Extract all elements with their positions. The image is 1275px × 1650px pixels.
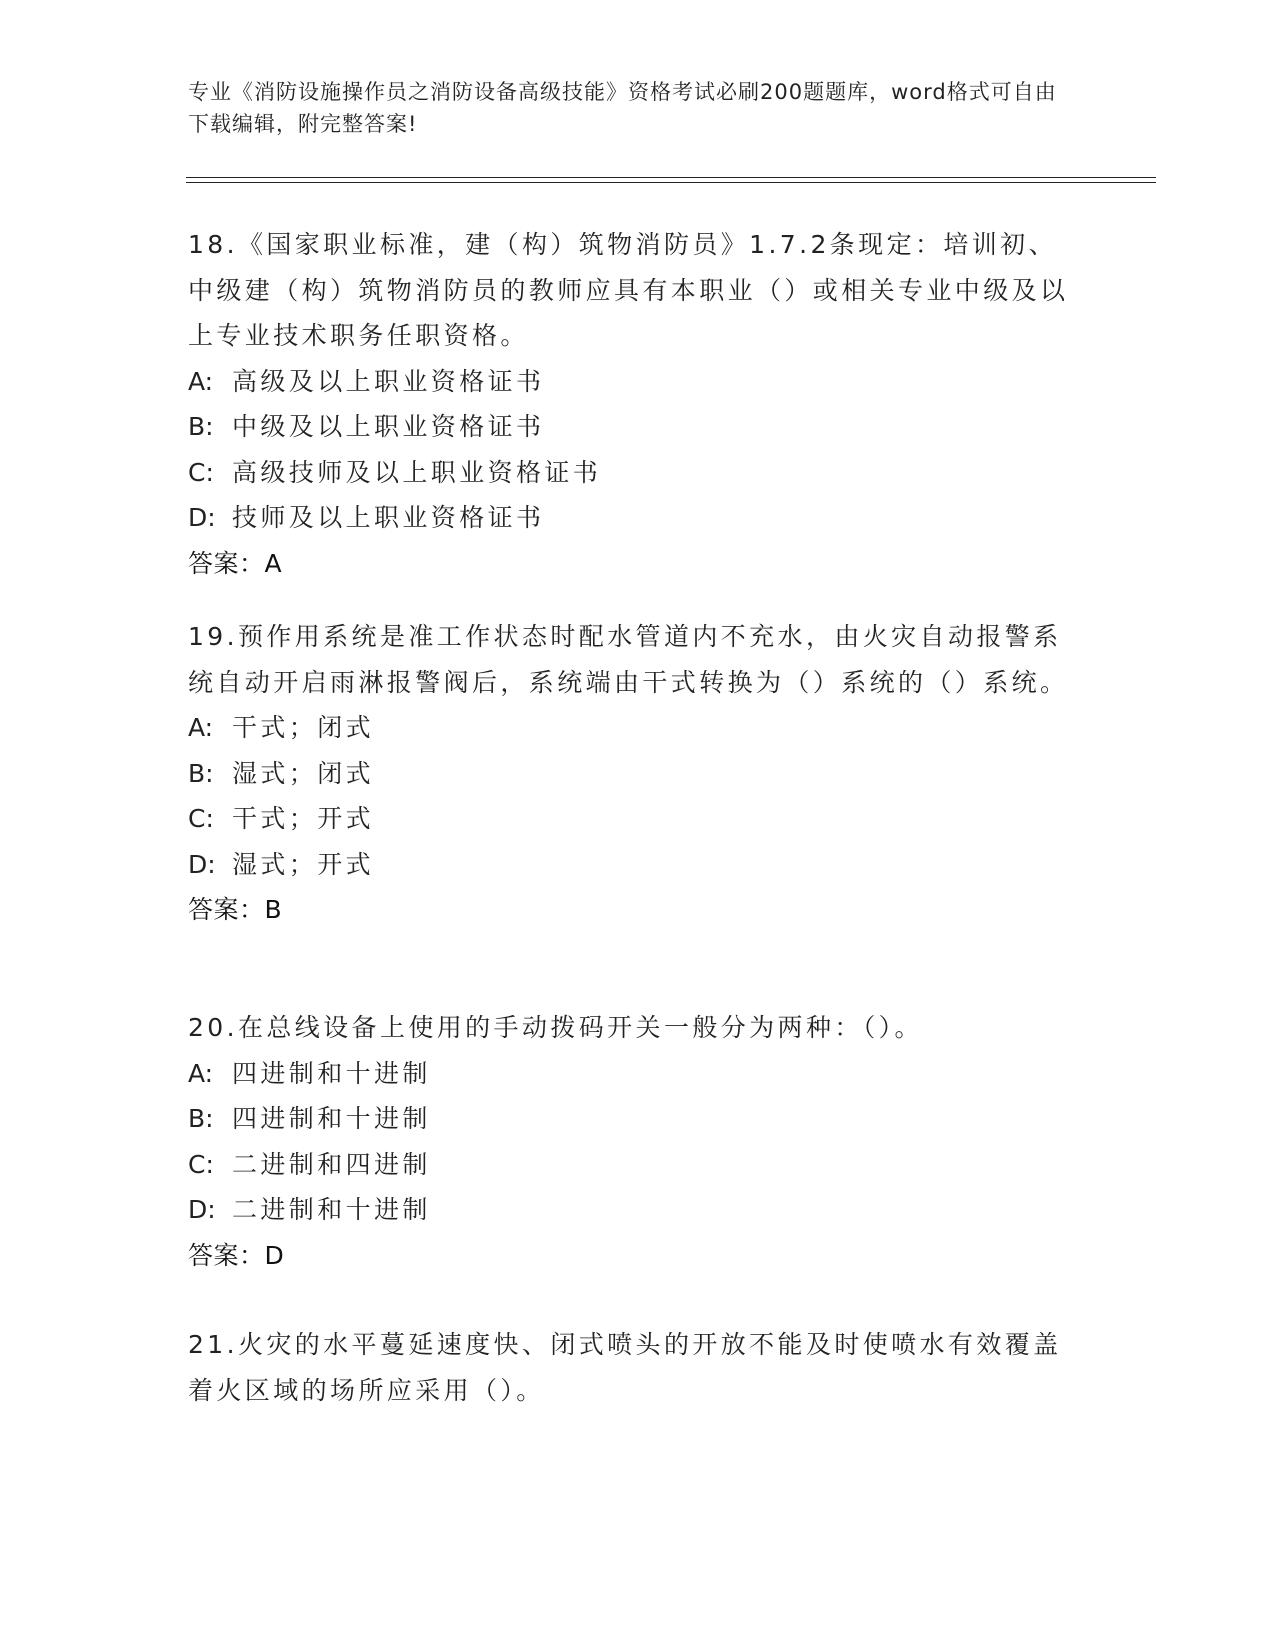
option-c: [188, 450, 1078, 496]
option-c: [188, 1142, 1078, 1188]
option-text: 中级及以上职业资格证书: [232, 412, 545, 441]
option-letter: C:: [188, 804, 214, 833]
question-20: [188, 1005, 1078, 1279]
option-letter: D:: [188, 849, 216, 879]
option-a: [188, 359, 1078, 405]
option-b: [188, 1096, 1078, 1142]
option-d: [188, 842, 1078, 888]
option-d: [188, 1187, 1078, 1233]
answer-text: 答案：A: [188, 548, 283, 578]
option-letter: A:: [188, 366, 214, 396]
question-stem: 19.预作用系统是准工作状态时配水管道内不充水，由火灾自动报警系统自动开启雨淋报警阀后，系统端由干式转换为（）系统的（）系统。: [188, 622, 1069, 697]
option-letter: D:: [188, 1195, 216, 1224]
option-text: 湿式；闭式: [232, 758, 375, 788]
option-text: 高级技师及以上职业资格证书: [232, 457, 602, 487]
option-letter: B:: [188, 758, 214, 788]
option-a: [188, 1051, 1078, 1097]
option-c: [188, 796, 1078, 842]
option-b: [188, 404, 1078, 450]
document-header: 专业《消防设施操作员之消防设备高级技能》资格考试必刷200题题库，word格式可自由下载编辑，附完整答案!: [188, 80, 1057, 136]
option-letter: D:: [188, 503, 216, 532]
header-double-rule: [186, 177, 1156, 183]
option-text: 高级及以上职业资格证书: [232, 366, 545, 396]
option-text: 湿式；开式: [232, 849, 375, 879]
option-letter: A:: [188, 1058, 214, 1088]
question-stem: 20.在总线设备上使用的手动拨码开关一般分为两种：（）。: [188, 1013, 923, 1042]
question-stem: 21.火灾的水平蔓延速度快、闭式喷头的开放不能及时使喷水有效覆盖着火区域的场所应采用（）。: [188, 1330, 1062, 1405]
answer-text: 答案：B: [188, 895, 283, 924]
option-text: 二进制和十进制: [232, 1195, 431, 1224]
option-text: 四进制和十进制: [232, 1104, 431, 1133]
option-b: [188, 751, 1078, 797]
answer-text: 答案：D: [188, 1240, 285, 1270]
option-text: 二进制和四进制: [232, 1149, 431, 1179]
option-letter: C:: [188, 1149, 214, 1179]
option-text: 四进制和十进制: [232, 1058, 431, 1088]
option-letter: C:: [188, 457, 214, 487]
option-d: [188, 495, 1078, 541]
question-19: [188, 614, 1078, 933]
question-21: [188, 1322, 1078, 1413]
question-stem: 18.《国家职业标准，建（构）筑物消防员》1.7.2条现定：培训初、中级建（构）筑物消防员的教师应具有本职业（）或相关专业中级及以上专业技术职务任职资格。: [188, 230, 1069, 350]
option-letter: A:: [188, 713, 214, 742]
option-text: 技师及以上职业资格证书: [232, 503, 545, 532]
question-18: [188, 222, 1078, 587]
option-text: 干式；闭式: [232, 713, 375, 742]
option-letter: B:: [188, 412, 214, 441]
option-letter: B:: [188, 1104, 214, 1133]
option-a: [188, 705, 1078, 751]
option-text: 干式；开式: [232, 804, 375, 833]
